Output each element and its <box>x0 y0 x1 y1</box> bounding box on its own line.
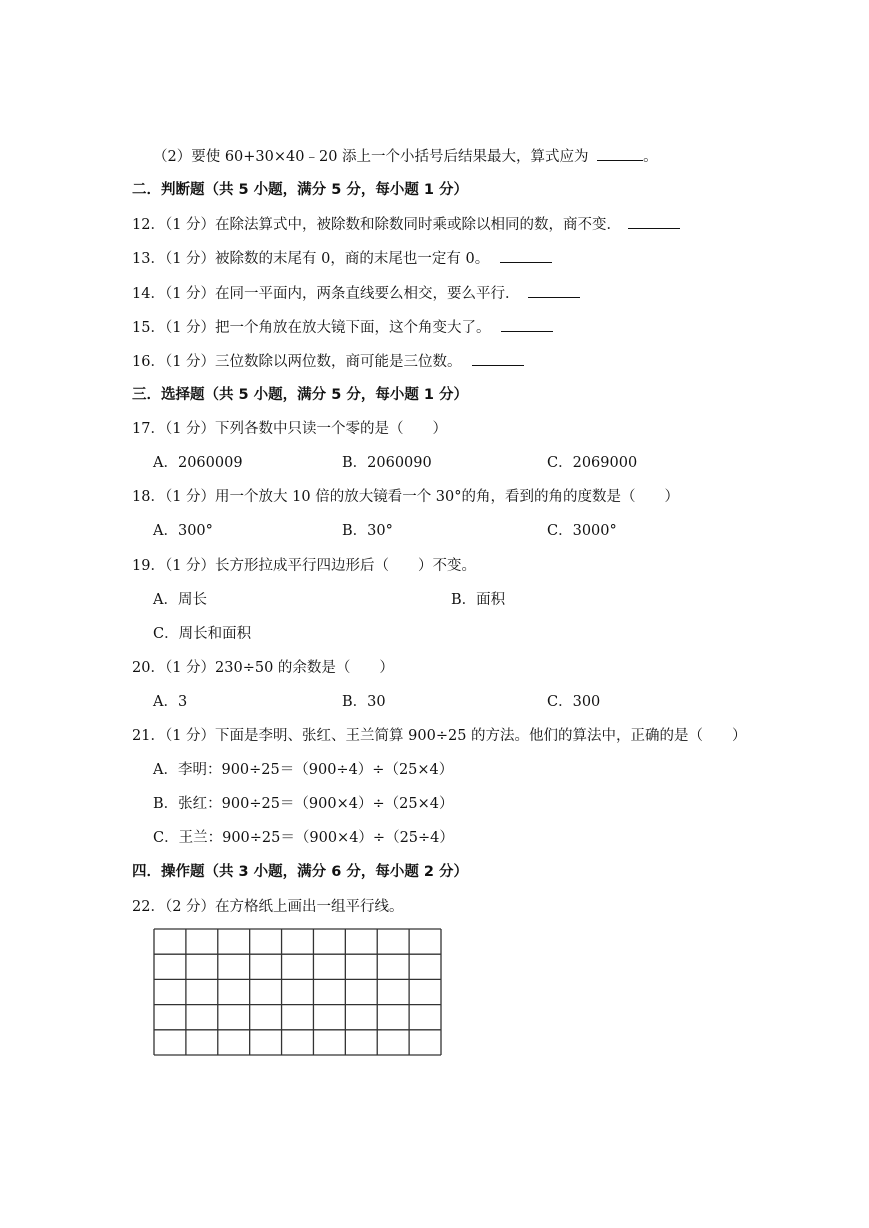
judge-question-13 <box>132 248 552 269</box>
answer-blank[interactable] <box>501 317 553 332</box>
choice-question-20: 20．（1 分）230÷50 的余数是（ ） <box>132 660 394 676</box>
option-b[interactable]: B．30 <box>342 694 386 710</box>
judge-question-12 <box>132 214 680 235</box>
choice-question-19: 19．（1 分）长方形拉成平行四边形后（ ）不变。 <box>132 558 477 574</box>
option-a[interactable]: A．3 <box>153 694 188 710</box>
choice-question-18: 18．（1 分）用一个放大 10 倍的放大镜看一个 30°的角，看到的角的度数是（ ） <box>132 489 680 505</box>
option-c[interactable]: C．3000° <box>547 523 617 539</box>
option-c[interactable]: C．王兰：900÷25＝（900×4）÷（25÷4） <box>153 830 454 846</box>
option-c[interactable]: C．2069000 <box>547 455 638 471</box>
square-grid-paper[interactable] <box>153 928 443 1058</box>
q11-part2-text: （2）要使 60+30×40﹣20 添上一个小括号后结果最大，算式应为 <box>153 149 589 165</box>
answer-blank[interactable] <box>597 146 643 161</box>
section-title-judge: 二．判断题（共 5 小题，满分 5 分，每小题 1 分） <box>132 182 469 198</box>
answer-blank[interactable] <box>628 214 680 229</box>
choice-question-21: 21．（1 分）下面是李明、张红、王兰简算 900÷25 的方法。他们的算法中，正确的是（ ） <box>132 728 747 744</box>
answer-blank[interactable] <box>472 351 524 366</box>
section-title-choice: 三．选择题（共 5 小题，满分 5 分，每小题 1 分） <box>132 387 469 403</box>
option-a[interactable]: A．李明：900÷25＝（900÷4）÷（25×4） <box>153 762 454 778</box>
q11-part2 <box>153 146 658 167</box>
judge-stem: 15．（1 分）把一个角放在放大镜下面，这个角变大了。 <box>132 320 491 336</box>
section-title-operation: 四．操作题（共 3 小题，满分 6 分，每小题 2 分） <box>132 864 469 880</box>
option-a[interactable]: A．2060009 <box>153 455 243 471</box>
operation-question-22: 22．（2 分）在方格纸上画出一组平行线。 <box>132 899 404 915</box>
judge-stem: 12．（1 分）在除法算式中，被除数和除数同时乘或除以相同的数，商不变． <box>132 217 622 233</box>
judge-stem: 14．（1 分）在同一平面内，两条直线要么相交，要么平行． <box>132 286 520 302</box>
option-b[interactable]: B．面积 <box>451 592 506 608</box>
judge-question-15 <box>132 317 553 338</box>
judge-stem: 16．（1 分）三位数除以两位数，商可能是三位数。 <box>132 354 462 370</box>
option-b[interactable]: B．2060090 <box>342 455 432 471</box>
answer-blank[interactable] <box>528 283 580 298</box>
judge-question-14 <box>132 283 580 304</box>
option-b[interactable]: B．张红：900÷25＝（900×4）÷（25×4） <box>153 796 454 812</box>
choice-question-17: 17．（1 分）下列各数中只读一个零的是（ ） <box>132 421 448 437</box>
option-a[interactable]: A．300° <box>153 523 213 539</box>
option-a[interactable]: A．周长 <box>153 592 207 608</box>
q11-part2-end: 。 <box>643 149 658 165</box>
option-b[interactable]: B．30° <box>342 523 393 539</box>
answer-blank[interactable] <box>500 248 552 263</box>
judge-question-16 <box>132 351 524 372</box>
option-c[interactable]: C．300 <box>547 694 601 710</box>
judge-stem: 13．（1 分）被除数的末尾有 0，商的末尾也一定有 0。 <box>132 251 490 267</box>
option-c[interactable]: C．周长和面积 <box>153 626 252 642</box>
